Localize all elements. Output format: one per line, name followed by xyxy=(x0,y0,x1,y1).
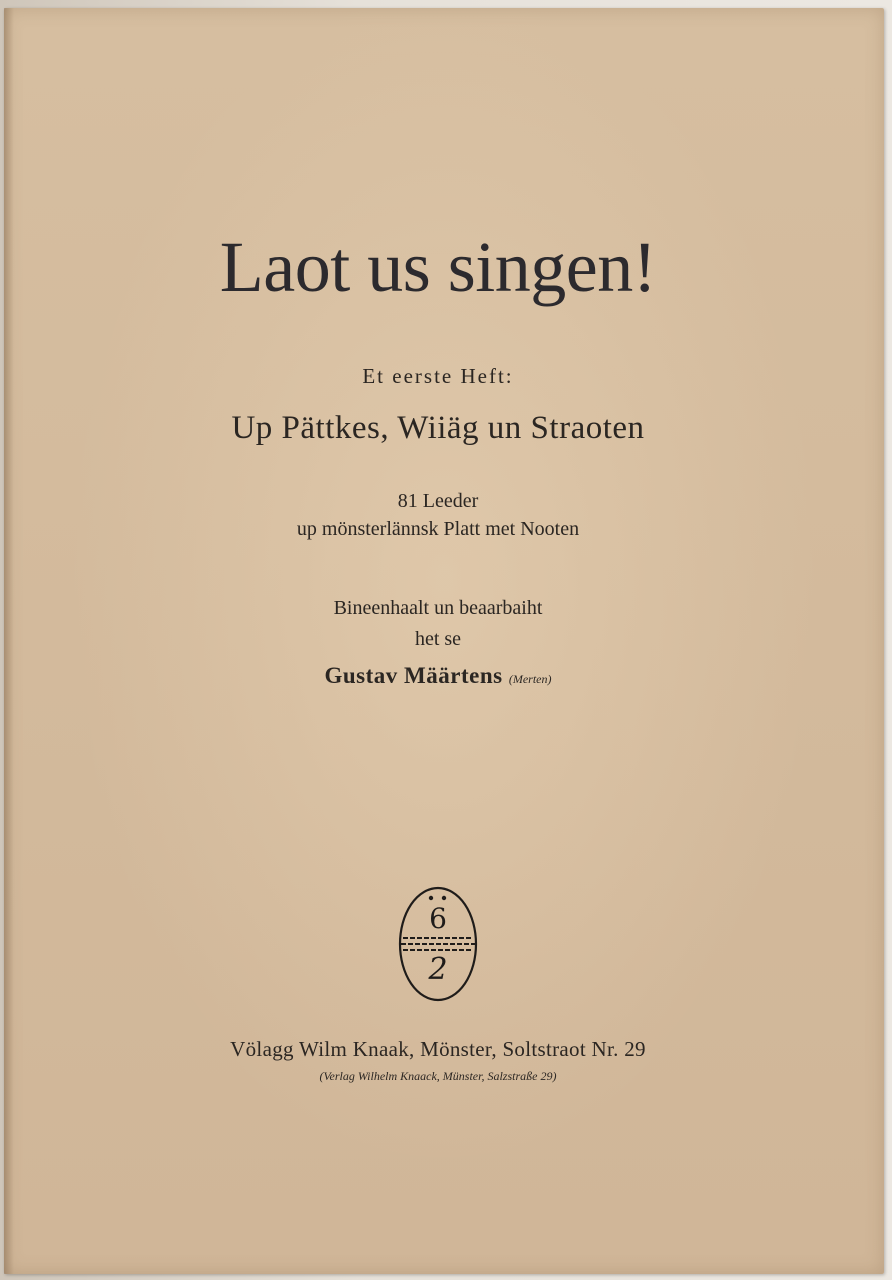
series-label: Et eerste Heft: xyxy=(362,364,514,388)
logo-bottom-digit: 2 xyxy=(428,952,448,987)
song-count: 81 Leeder xyxy=(397,490,479,512)
author-alias: (Merten) xyxy=(508,672,552,686)
publisher-logo-icon xyxy=(394,884,482,1004)
logo-top-digit: 6 xyxy=(429,902,447,935)
publisher-standard-line: (Verlag Wilhelm Knaack, Münster, Salzstraße 29) xyxy=(319,1069,557,1083)
collected-line: Bineenhaalt un beaarbaiht xyxy=(333,597,543,619)
publisher-line: Völagg Wilm Knaak, Mönster, Soltstraot Nr. 29 xyxy=(230,1037,646,1061)
description-line: up mönsterlännsk Platt met Nooten xyxy=(296,518,580,540)
author-name: Gustav Määrtens xyxy=(324,663,503,688)
booklet-cover xyxy=(4,8,884,1274)
author-line xyxy=(4,663,872,689)
by-line: het se xyxy=(414,628,462,650)
cover-title: Laot us singen! xyxy=(219,227,657,307)
volume-heading: Up Pättkes, Wiiäg un Straoten xyxy=(231,410,645,446)
